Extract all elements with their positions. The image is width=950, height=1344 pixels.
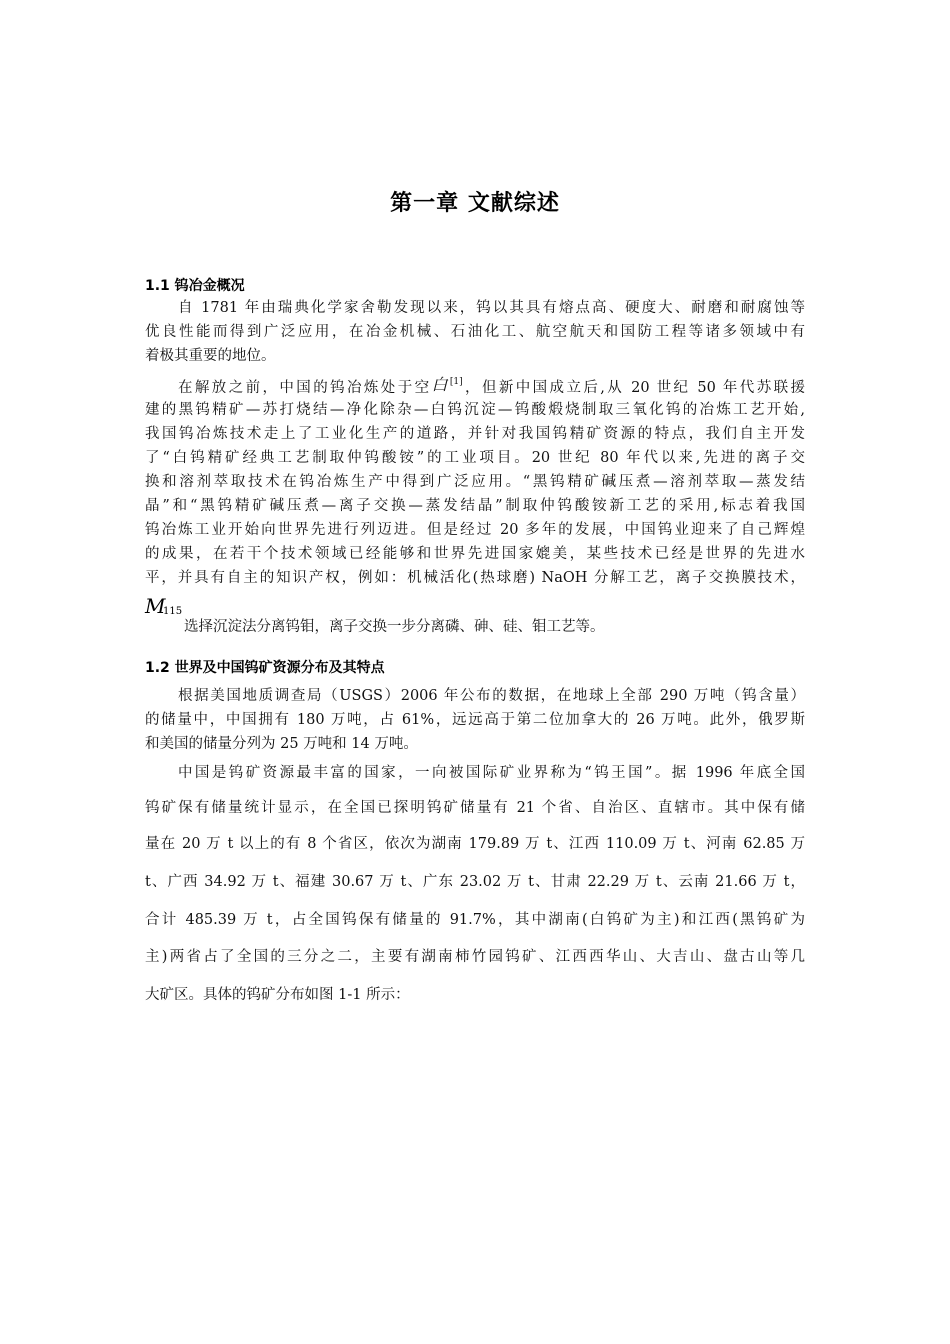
- paragraph-line: 优良性能而得到广泛应用，在冶金机械、石油化工、航空航天和国防工程等诸多领域中有: [145, 324, 805, 340]
- paragraph-line: [178, 374, 805, 397]
- section-heading-1-1: 1.1 钨冶金概况: [145, 278, 245, 294]
- paragraph-line: 了“白钨精矿经典工艺制取仲钨酸铵”的工业项目。20 世纪 80 年代以来,先进的离子交: [145, 450, 805, 466]
- paragraph-line: 钨冶炼工业开始向世界先进行列迈进。但是经过 20 多年的发展，中国钨业迎来了自己辉煌: [145, 522, 805, 538]
- paragraph-line: 着极其重要的地位。: [145, 348, 276, 364]
- paragraph-line: 的成果，在若干个技术领域已经能够和世界先进国家媲美，某些技术已经是世界的先进水: [145, 546, 805, 562]
- paragraph-line: 建的黑钨精矿—苏打烧结—净化除杂—白钨沉淀—钨酸煅烧制取三氧化钨的冶炼工艺开始,: [145, 402, 805, 418]
- paragraph-line: 自 1781 年由瑞典化学家舍勒发现以来，钨以其具有熔点高、硬度大、耐磨和耐腐蚀等: [178, 300, 805, 316]
- paragraph-line: 量在 20 万 t 以上的有 8 个省区，依次为湖南 179.89 万 t、江西 110.09 万 t、河南 62.85 万: [145, 836, 805, 852]
- paragraph-line: 和美国的储量分列为 25 万吨和 14 万吨。: [145, 736, 418, 752]
- paragraph-line: 根据美国地质调查局（USGS）2006 年公布的数据，在地球上全部 290 万吨（钨含量）: [178, 688, 805, 704]
- paragraph-line: 主)两省占了全国的三分之二，主要有湖南柿竹园钨矿、江西西华山、大吉山、盘古山等几: [145, 949, 805, 965]
- paragraph-line: 我国钨冶炼技术走上了工业化生产的道路，并针对我国钨精矿资源的特点，我们自主开发: [145, 426, 805, 442]
- paragraph-line: 选择沉淀法分离钨钼，离子交换一步分离磷、砷、硅、钼工艺等。: [184, 619, 605, 635]
- formula-subscript: 115: [163, 606, 183, 617]
- paragraph-line: 换和溶剂萃取技术在钨冶炼生产中得到广泛应用。“黑钨精矿碱压煮—溶剂萃取—蒸发结: [145, 474, 805, 490]
- paragraph-line: t、广西 34.92 万 t、福建 30.67 万 t、广东 23.02 万 t、甘肃 22.29 万 t、云南 21.66 万 t，: [145, 874, 805, 890]
- paragraph-line: 大矿区。具体的钨矿分布如图 1-1 所示：: [145, 987, 410, 1003]
- paragraph-line: 平，并具有自主的知识产权，例如：机械活化(热球磨) NaOH 分解工艺，离子交换膜技术，: [145, 570, 805, 586]
- paragraph-line: 钨矿保有储量统计显示，在全国已探明钨矿储量有 21 个省、自治区、直辖市。其中保有储: [145, 800, 805, 816]
- paragraph-text: 在解放之前，中国的钨冶炼处于空: [178, 380, 432, 396]
- citation-glyph: 白: [431, 375, 450, 394]
- paragraph-line: 晶”和“黑钨精矿碱压煮—离子交换—蒸发结晶”制取仲钨酸铵新工艺的采用,标志着我国: [145, 498, 805, 514]
- chapter-title: 第一章 文献综述: [390, 191, 560, 216]
- section-heading-1-2: 1.2 世界及中国钨矿资源分布及其特点: [145, 660, 385, 676]
- paragraph-line: 中国是钨矿资源最丰富的国家，一向被国际矿业界称为“钨王国”。据 1996 年底全国: [178, 765, 805, 781]
- formula-symbol: M: [145, 594, 166, 618]
- citation-ref: [1]: [449, 377, 463, 387]
- paragraph-text: ，但新中国成立后,从 20 世纪 50 年代苏联援: [462, 380, 805, 396]
- paragraph-line: 的储量中，中国拥有 180 万吨，占 61%，远远高于第二位加拿大的 26 万吨。此外，俄罗斯: [145, 712, 805, 728]
- paragraph-line: 合计 485.39 万 t，占全国钨保有储量的 91.7%，其中湖南(白钨矿为主)和江西(黑钨矿为: [145, 912, 805, 928]
